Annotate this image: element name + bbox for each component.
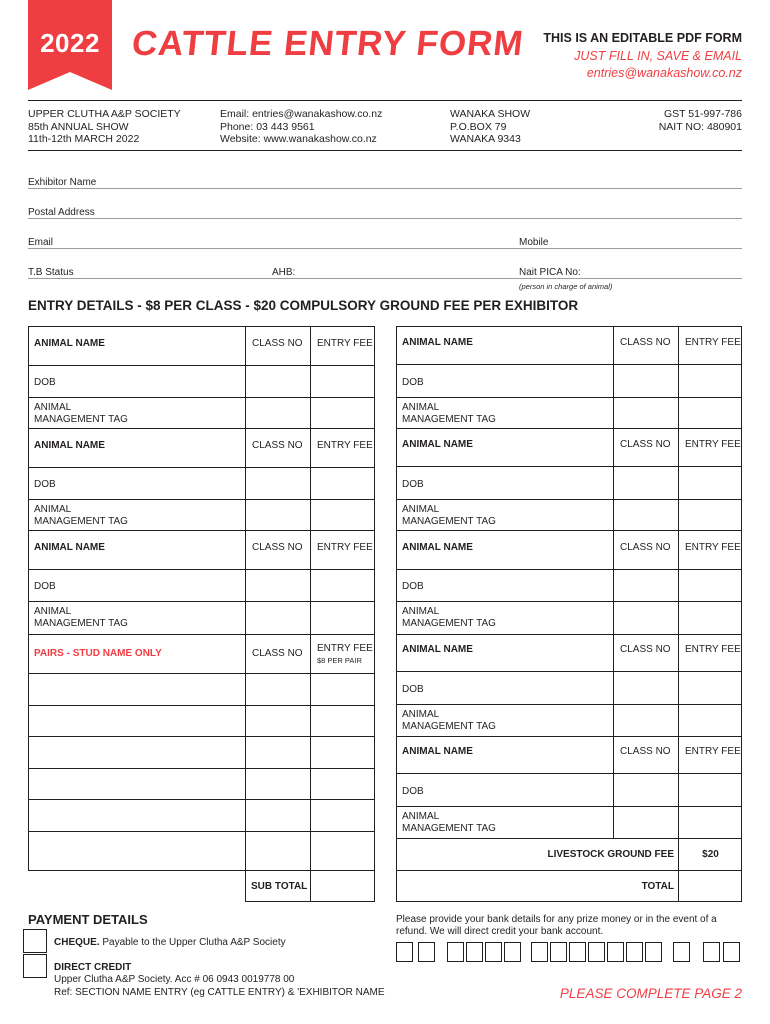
tb-status-label: T.B Status [28, 267, 74, 278]
animal-name-header: ANIMAL NAME [34, 338, 105, 349]
management-tag-label: ANIMAL MANAGEMENT TAG [402, 709, 496, 732]
bank-account-digit[interactable] [588, 942, 605, 962]
per-pair-note: $8 PER PAIR [317, 656, 362, 665]
direct-credit-title: DIRECT CREDIT [54, 962, 132, 973]
entry-fee-header: ENTRY FEE [317, 643, 373, 654]
entry-fee-header: ENTRY FEE [685, 542, 741, 553]
pairs-stud-name-input[interactable] [29, 674, 244, 704]
dob-label: DOB [34, 479, 56, 490]
bank-account-digit[interactable] [723, 942, 740, 962]
dob-label: DOB [34, 377, 56, 388]
pairs-stud-name-input[interactable] [29, 706, 244, 735]
org-contact: Email: entries@wanakashow.co.nz Phone: 03 443 9561 Website: www.wanakashow.co.nz [220, 108, 383, 145]
year-label: 2022 [40, 28, 100, 58]
entry-fee-header: ENTRY FEE [685, 439, 741, 450]
mobile-label: Mobile [519, 237, 549, 248]
management-tag-label: ANIMAL MANAGEMENT TAG [402, 402, 496, 425]
org-divider [28, 150, 742, 151]
bank-account-digit[interactable] [485, 942, 502, 962]
management-tag-label: ANIMAL MANAGEMENT TAG [402, 606, 496, 629]
direct-credit-reference: Ref: SECTION NAME ENTRY (eg CATTLE ENTRY) & 'EXHIBITOR NAME [54, 987, 385, 998]
total-label: TOTAL [641, 881, 674, 892]
editable-note: THIS IS AN EDITABLE PDF FORM [543, 31, 742, 45]
animal-name-header: ANIMAL NAME [402, 439, 473, 450]
class-no-header: CLASS NO [620, 337, 671, 348]
tb-ahb-nait-field[interactable] [28, 278, 742, 279]
bank-account-digit[interactable] [626, 942, 643, 962]
pairs-stud-name-input[interactable] [29, 769, 244, 798]
bank-account-digit[interactable] [504, 942, 521, 962]
bank-account-digit[interactable] [447, 942, 464, 962]
exhibitor-name-field[interactable] [28, 188, 742, 189]
payment-details-title: PAYMENT DETAILS [28, 912, 148, 927]
animal-name-header: ANIMAL NAME [402, 542, 473, 553]
nait-pica-label: Nait PICA No: [519, 267, 581, 278]
subtotal-label: SUB TOTAL [251, 881, 308, 892]
org-gst-nait: GST 51-997-786 NAIT NO: 480901 [658, 108, 742, 133]
animal-name-header: ANIMAL NAME [402, 337, 473, 348]
direct-credit-account: Upper Clutha A&P Society. Acc # 06 0943 0019778 00 [54, 974, 295, 985]
dob-label: DOB [402, 684, 424, 695]
animal-name-header: ANIMAL NAME [402, 644, 473, 655]
subtotal-input[interactable] [311, 871, 374, 901]
entry-details-title: ENTRY DETAILS - $8 PER CLASS - $20 COMPULSORY GROUND FEE PER EXHIBITOR [28, 298, 579, 313]
bank-details-note: Please provide your bank details for any prize money or in the event of a refund. We will direct credit your bank account. [396, 914, 717, 937]
management-tag-label: ANIMAL MANAGEMENT TAG [402, 811, 496, 834]
exhibitor-name-label: Exhibitor Name [28, 177, 97, 188]
animal-name-header: ANIMAL NAME [402, 746, 473, 757]
bank-account-digit[interactable] [607, 942, 624, 962]
email-link[interactable]: entries@wanakashow.co.nz [586, 66, 742, 80]
direct-credit-checkbox[interactable] [23, 954, 47, 978]
class-no-header: CLASS NO [620, 439, 671, 450]
entry-fee-header: ENTRY FEE [317, 440, 373, 451]
class-no-header: CLASS NO [252, 440, 303, 451]
bank-account-digit[interactable] [703, 942, 720, 962]
management-tag-label: ANIMAL MANAGEMENT TAG [34, 402, 128, 425]
ground-fee-label: LIVESTOCK GROUND FEE [547, 849, 674, 860]
bank-account-digit[interactable] [569, 942, 586, 962]
form-title: CATTLE ENTRY FORM [130, 24, 526, 63]
ground-fee-value: $20 [702, 849, 719, 860]
pairs-stud-label: PAIRS - STUD NAME ONLY [34, 648, 162, 659]
nait-note: (person in charge of animal) [519, 282, 613, 291]
management-tag-label: ANIMAL MANAGEMENT TAG [402, 504, 496, 527]
postal-address-field[interactable] [28, 218, 742, 219]
entry-fee-header: ENTRY FEE [685, 746, 741, 757]
management-tag-label: ANIMAL MANAGEMENT TAG [34, 606, 128, 629]
class-no-header: CLASS NO [620, 542, 671, 553]
animal-name-header: ANIMAL NAME [34, 542, 105, 553]
pairs-stud-name-input[interactable] [29, 737, 244, 767]
dob-label: DOB [402, 479, 424, 490]
email-label: Email [28, 237, 54, 248]
cheque-checkbox[interactable] [23, 929, 47, 953]
bank-account-digit[interactable] [645, 942, 662, 962]
complete-page-2-note: PLEASE COMPLETE PAGE 2 [559, 986, 742, 1001]
class-no-header: CLASS NO [620, 644, 671, 655]
bank-account-digit[interactable] [466, 942, 483, 962]
dob-label: DOB [402, 377, 424, 388]
postal-address-label: Postal Address [28, 207, 95, 218]
fill-note: JUST FILL IN, SAVE & EMAIL [574, 49, 742, 63]
org-society: UPPER CLUTHA A&P SOCIETY 85th ANNUAL SHOW 11th-12th MARCH 2022 [28, 108, 181, 145]
class-no-header: CLASS NO [620, 746, 671, 757]
bank-account-digit[interactable] [418, 942, 435, 962]
class-no-header: CLASS NO [252, 338, 303, 349]
animal-name-header: ANIMAL NAME [34, 440, 105, 451]
bank-account-digit[interactable] [673, 942, 690, 962]
total-input[interactable] [679, 871, 741, 901]
cheque-option: CHEQUE. Payable to the Upper Clutha A&P Society [54, 937, 286, 948]
ahb-label: AHB: [272, 267, 296, 278]
email-mobile-field[interactable] [28, 248, 742, 249]
pairs-stud-name-input[interactable] [29, 800, 244, 830]
bank-account-digit[interactable] [550, 942, 567, 962]
pairs-stud-name-input[interactable] [29, 832, 244, 869]
header-divider [28, 100, 742, 101]
dob-label: DOB [402, 786, 424, 797]
org-postal: WANAKA SHOW P.O.BOX 79 WANAKA 9343 [450, 108, 531, 145]
bank-account-digit[interactable] [396, 942, 413, 962]
entry-fee-header: ENTRY FEE [317, 338, 373, 349]
management-tag-label: ANIMAL MANAGEMENT TAG [34, 504, 128, 527]
entry-fee-header: ENTRY FEE [685, 337, 741, 348]
bank-account-digit[interactable] [531, 942, 548, 962]
entry-fee-header: ENTRY FEE [685, 644, 741, 655]
dob-label: DOB [402, 581, 424, 592]
class-no-header: CLASS NO [252, 648, 303, 659]
entry-fee-header: ENTRY FEE [317, 542, 373, 553]
dob-label: DOB [34, 581, 56, 592]
class-no-header: CLASS NO [252, 542, 303, 553]
